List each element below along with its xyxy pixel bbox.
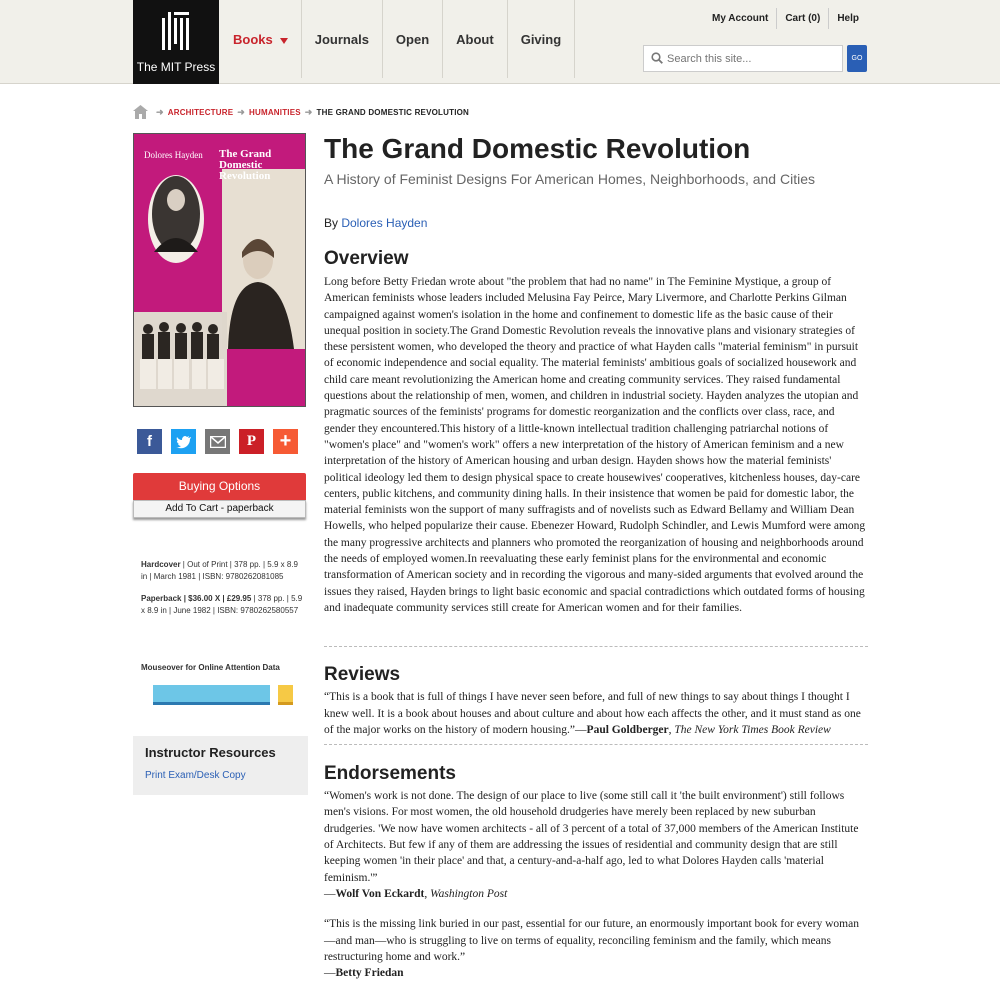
buying-options bbox=[133, 473, 306, 518]
logo-text: The MIT Press bbox=[136, 60, 216, 74]
nav-open[interactable]: Open bbox=[383, 0, 443, 78]
nav-journals[interactable]: Journals bbox=[302, 0, 383, 78]
mit-press-logo[interactable] bbox=[133, 0, 219, 84]
nav-giving[interactable]: Giving bbox=[508, 0, 575, 78]
email-icon[interactable] bbox=[205, 429, 230, 454]
review-author: Paul Goldberger bbox=[586, 723, 669, 736]
add-to-cart-button[interactable]: Add To Cart - paperback bbox=[133, 500, 306, 518]
share-plus-icon[interactable]: + bbox=[273, 429, 298, 454]
endorsement-quote: “This is the missing link buried in our past, essential for our future, an enormously important book for every woman—and man—who is struggling to live on terms of equality, reconciling feminism and the family, which means restructuring home and work.” bbox=[324, 918, 859, 963]
breadcrumb bbox=[133, 105, 469, 119]
search-input[interactable] bbox=[667, 50, 837, 68]
section-divider bbox=[324, 646, 868, 647]
main-content bbox=[324, 132, 868, 981]
print-exam-desk-copy-link[interactable]: Print Exam/Desk Copy bbox=[145, 770, 246, 781]
help-link[interactable]: Help bbox=[828, 8, 867, 29]
facebook-icon[interactable]: f bbox=[137, 429, 162, 454]
nav-books-label: Books bbox=[233, 31, 273, 47]
overview-text: Long before Betty Friedan wrote about "the problem that had no name" in The Feminine Mystique, a group of American feminists whose leaders included Melusina Fay Peirce, Mary Livermore, and Charlotte Perkins Gilman campaigned against women's isolation in the home and confinement to domestic life as the basic cause of their unequal position in society.The Grand Domestic Revolution reveals the innovative plans and visionary strategies of these persistent women, who developed the theory and practice of what Hayden calls "material feminism" in pursuit of economic independence and social equality. The material feminists' ambitious goals of socialized housework and child care meant revolutionizing the American home and creating community services. They raised fundamental questions about the relationship of men, women, and children in industrial society. Hayden analyzes the utopian and pragmatic sources of the feminists' programs for domestic reorganization and the conflicts over class, race, and gender they encountered.This history of a little-known intellectual tradition challenging patriarchal notions of "women's place" and "women's work" offers a new interpretation of the history of American feminism and a new interpretation of the history of American housing and urban design. Hayden shows how the material feminists' political ideology led them to design physical space to create housewives' cooperatives, kitchenless houses, day-care centers, public kitchens, and community dining halls. In their insistence that women be paid for domestic labor, the material feminists won the support of many suffragists and of novelists such as Edward Bellamy and William Dean Howells, who helped popularize their cause. Ebenezer Howard, Rudolph Schindler, and Lewis Mumford were among the many progressive architects and planners who promoted the reorganization of housing and neighborhoods around the needs of employed women.In reevaluating these early feminist plans for the environmental and economic transformation of American society and in recording the vigorous and many-sided arguments that evolved around the issues they raised, Hayden brings to light basic economic and spacial contradictions which outdated forms of housing and inadequate community services still create for American women and for their families. bbox=[324, 276, 866, 614]
endorsement-attribution: —Wolf Von Eckardt, Washington Post bbox=[324, 887, 508, 900]
pinterest-icon[interactable]: P bbox=[239, 429, 264, 454]
search-box bbox=[643, 45, 843, 72]
buying-options-header: Buying Options bbox=[133, 473, 306, 500]
attention-bar[interactable] bbox=[153, 685, 270, 705]
cover-title: The Grand Domestic Revolution bbox=[219, 148, 272, 182]
book-subtitle: A History of Feminist Designs For American Homes, Neighborhoods, and Cities bbox=[324, 171, 815, 187]
share-buttons bbox=[137, 429, 298, 454]
page-title: The Grand Domestic Revolution bbox=[324, 133, 751, 164]
breadcrumb-arrow-icon: ➜ bbox=[304, 106, 313, 117]
nav-books[interactable] bbox=[219, 0, 302, 78]
paperback-info: Paperback | $36.00 X | £29.95 | 378 pp. | 5.9 x 8.9 in | June 1982 | ISBN: 9780262580557 bbox=[141, 594, 303, 615]
breadcrumb-humanities[interactable]: HUMANITIES bbox=[249, 107, 301, 117]
format-details bbox=[141, 559, 306, 627]
breadcrumb-architecture[interactable]: ARCHITECTURE bbox=[167, 107, 234, 117]
attention-badge[interactable] bbox=[278, 685, 293, 705]
breadcrumb-arrow-icon: ➜ bbox=[237, 106, 246, 117]
breadcrumb-current: THE GRAND DOMESTIC REVOLUTION bbox=[316, 107, 470, 117]
book-cover-image bbox=[133, 133, 306, 407]
main-nav bbox=[219, 0, 575, 78]
section-divider bbox=[324, 744, 868, 745]
chevron-down-icon bbox=[280, 38, 288, 44]
hardcover-info: Hardcover | Out of Print | 378 pp. | 5.9 x 8.9 in | March 1981 | ISBN: 9780262081085 bbox=[141, 560, 298, 581]
instructor-resources bbox=[133, 736, 308, 795]
attention-label: Mouseover for Online Attention Data bbox=[141, 663, 280, 672]
mit-press-logo-mark-icon bbox=[161, 12, 191, 50]
endorsements-heading: Endorsements bbox=[324, 763, 456, 785]
cover-author: Dolores Hayden bbox=[144, 150, 203, 160]
search-go-button[interactable]: GO bbox=[847, 45, 867, 72]
endorsement-quote: “Women's work is not done. The design of our place to live (some still call it 'the built environment') still follows men's visions. For most women, the old household drudgeries have merely been replaced by new suburban drudgeries. 'We now have women architects - all of 3 percent of a total of 37,000 members of the American Institute of Architects. But few if any of them are addressing the issues of residential and community design that are still keeping women 'in their place' and that, a century-and-a-half ago, led to what Dolores Hayden calls 'material feminism.'” bbox=[324, 790, 859, 884]
reviews-heading: Reviews bbox=[324, 664, 401, 686]
endorsement-attribution: —Betty Friedan bbox=[324, 967, 404, 980]
instructor-resources-title: Instructor Resources bbox=[145, 745, 276, 760]
review-source: The New York Times Book Review bbox=[674, 723, 831, 736]
my-account-link[interactable]: My Account bbox=[712, 13, 769, 24]
cart-link[interactable]: Cart (0) bbox=[776, 8, 828, 29]
byline: By Dolores Hayden bbox=[324, 216, 428, 230]
utility-links bbox=[704, 8, 867, 29]
search-icon bbox=[651, 52, 663, 64]
site-header bbox=[0, 0, 1000, 84]
breadcrumb-arrow-icon: ➜ bbox=[156, 106, 164, 117]
overview-heading: Overview bbox=[324, 248, 409, 269]
review-quote: “This is a book that is full of things I have never seen before, and full of new things to say about things I thought I knew well. It is a book about houses and about culture and about how each affects the other, and it must stand as one of the major works on the history of modern housing.”—Paul Goldberger, The New York Times Book Review bbox=[324, 691, 861, 736]
nav-about[interactable]: About bbox=[443, 0, 508, 78]
home-icon[interactable] bbox=[133, 105, 148, 119]
author-link[interactable]: Dolores Hayden bbox=[341, 216, 428, 230]
twitter-icon[interactable] bbox=[171, 429, 196, 454]
